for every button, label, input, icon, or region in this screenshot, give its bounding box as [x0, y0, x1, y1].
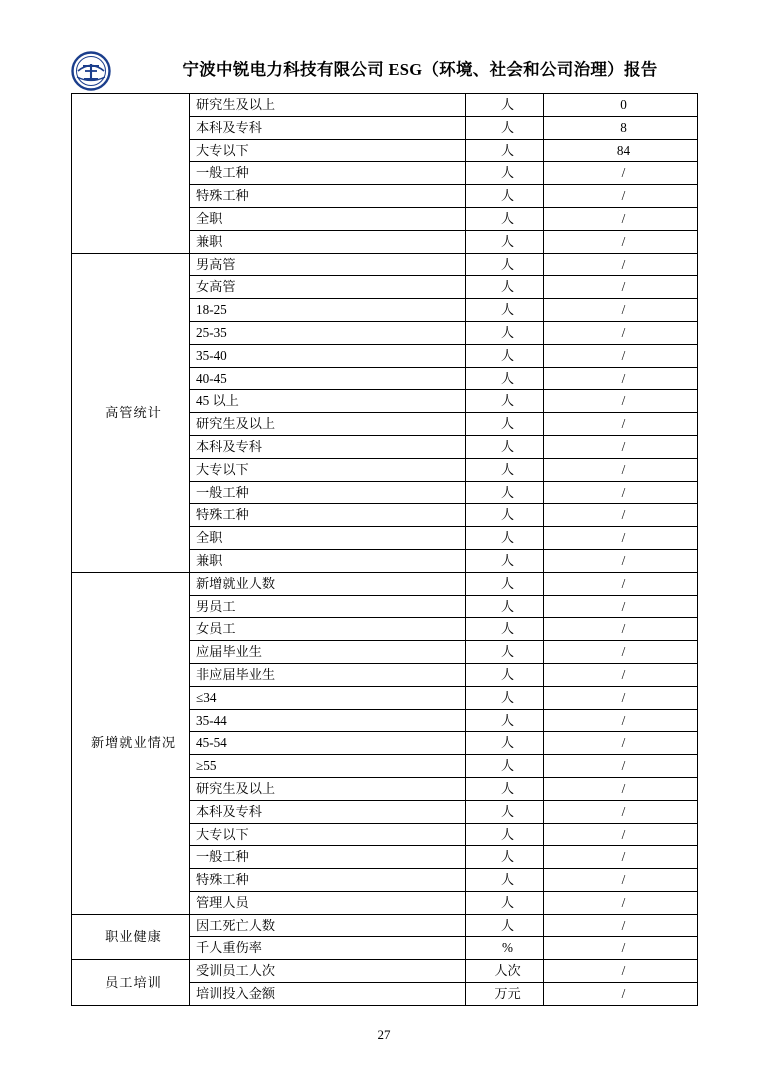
- unit-cell: 人: [466, 162, 544, 185]
- value-cell: /: [544, 891, 698, 914]
- value-cell: /: [544, 207, 698, 230]
- value-cell: /: [544, 321, 698, 344]
- employee-statistics-table: [71, 93, 697, 1006]
- value-cell: /: [544, 641, 698, 664]
- value-cell: 8: [544, 116, 698, 139]
- page-number: 27: [377, 1027, 391, 1042]
- value-cell: /: [544, 755, 698, 778]
- unit-cell: 人: [466, 139, 544, 162]
- item-cell: 一般工种: [190, 846, 466, 869]
- item-cell: 男员工: [190, 595, 466, 618]
- item-cell: 本科及专科: [190, 435, 466, 458]
- value-cell: /: [544, 572, 698, 595]
- value-cell: /: [544, 983, 698, 1006]
- value-cell: /: [544, 846, 698, 869]
- item-cell: 大专以下: [190, 823, 466, 846]
- item-cell: 全职: [190, 207, 466, 230]
- item-cell: 全职: [190, 527, 466, 550]
- table-body: [72, 94, 698, 1006]
- value-cell: 84: [544, 139, 698, 162]
- unit-cell: 人: [466, 891, 544, 914]
- unit-cell: 人: [466, 504, 544, 527]
- unit-cell: 人: [466, 755, 544, 778]
- unit-cell: 人: [466, 732, 544, 755]
- value-cell: 0: [544, 94, 698, 117]
- item-cell: 研究生及以上: [190, 413, 466, 436]
- table-row: [72, 94, 698, 117]
- item-cell: 本科及专科: [190, 116, 466, 139]
- unit-cell: 人次: [466, 960, 544, 983]
- value-cell: /: [544, 435, 698, 458]
- value-cell: /: [544, 869, 698, 892]
- value-cell: /: [544, 162, 698, 185]
- unit-cell: 人: [466, 777, 544, 800]
- value-cell: /: [544, 686, 698, 709]
- category-cell: 职业健康: [72, 914, 190, 960]
- unit-cell: 人: [466, 276, 544, 299]
- item-cell: 兼职: [190, 549, 466, 572]
- category-cell: 员工培训: [72, 960, 190, 1006]
- item-cell: ≤34: [190, 686, 466, 709]
- item-cell: 一般工种: [190, 162, 466, 185]
- page-header: [0, 48, 768, 94]
- value-cell: /: [544, 481, 698, 504]
- unit-cell: 人: [466, 572, 544, 595]
- item-cell: 特殊工种: [190, 869, 466, 892]
- page-footer: [0, 1027, 768, 1043]
- value-cell: /: [544, 276, 698, 299]
- item-cell: 45 以上: [190, 390, 466, 413]
- unit-cell: 人: [466, 185, 544, 208]
- unit-cell: 人: [466, 367, 544, 390]
- value-cell: /: [544, 344, 698, 367]
- item-cell: 受训员工人次: [190, 960, 466, 983]
- unit-cell: 人: [466, 869, 544, 892]
- unit-cell: %: [466, 937, 544, 960]
- item-cell: ≥55: [190, 755, 466, 778]
- item-cell: 特殊工种: [190, 504, 466, 527]
- unit-cell: 人: [466, 230, 544, 253]
- item-cell: 45-54: [190, 732, 466, 755]
- unit-cell: 人: [466, 663, 544, 686]
- item-cell: 本科及专科: [190, 800, 466, 823]
- table-row: [72, 253, 698, 276]
- item-cell: 新增就业人数: [190, 572, 466, 595]
- unit-cell: 人: [466, 253, 544, 276]
- unit-cell: 人: [466, 481, 544, 504]
- item-cell: 千人重伤率: [190, 937, 466, 960]
- value-cell: /: [544, 504, 698, 527]
- value-cell: /: [544, 823, 698, 846]
- company-logo-icon: [71, 51, 111, 91]
- item-cell: 特殊工种: [190, 185, 466, 208]
- category-cell: 高管统计: [72, 253, 190, 572]
- value-cell: /: [544, 777, 698, 800]
- value-cell: /: [544, 527, 698, 550]
- statistics-table: [71, 93, 698, 1006]
- item-cell: 非应届毕业生: [190, 663, 466, 686]
- item-cell: 35-44: [190, 709, 466, 732]
- value-cell: /: [544, 413, 698, 436]
- unit-cell: 人: [466, 914, 544, 937]
- unit-cell: 人: [466, 94, 544, 117]
- unit-cell: 人: [466, 846, 544, 869]
- unit-cell: 人: [466, 390, 544, 413]
- unit-cell: 人: [466, 641, 544, 664]
- unit-cell: 人: [466, 207, 544, 230]
- item-cell: 一般工种: [190, 481, 466, 504]
- item-cell: 研究生及以上: [190, 777, 466, 800]
- value-cell: /: [544, 390, 698, 413]
- table-row: [72, 914, 698, 937]
- item-cell: 大专以下: [190, 139, 466, 162]
- item-cell: 女员工: [190, 618, 466, 641]
- value-cell: /: [544, 299, 698, 322]
- unit-cell: 人: [466, 549, 544, 572]
- value-cell: /: [544, 618, 698, 641]
- unit-cell: 人: [466, 413, 544, 436]
- item-cell: 兼职: [190, 230, 466, 253]
- value-cell: /: [544, 549, 698, 572]
- value-cell: /: [544, 185, 698, 208]
- unit-cell: 人: [466, 458, 544, 481]
- unit-cell: 人: [466, 435, 544, 458]
- item-cell: 应届毕业生: [190, 641, 466, 664]
- value-cell: /: [544, 709, 698, 732]
- item-cell: 因工死亡人数: [190, 914, 466, 937]
- table-row: [72, 572, 698, 595]
- unit-cell: 万元: [466, 983, 544, 1006]
- item-cell: 25-35: [190, 321, 466, 344]
- value-cell: /: [544, 367, 698, 390]
- value-cell: /: [544, 937, 698, 960]
- value-cell: /: [544, 458, 698, 481]
- unit-cell: 人: [466, 299, 544, 322]
- value-cell: /: [544, 800, 698, 823]
- unit-cell: 人: [466, 595, 544, 618]
- unit-cell: 人: [466, 344, 544, 367]
- item-cell: 男高管: [190, 253, 466, 276]
- value-cell: /: [544, 732, 698, 755]
- item-cell: 研究生及以上: [190, 94, 466, 117]
- item-cell: 40-45: [190, 367, 466, 390]
- item-cell: 培训投入金额: [190, 983, 466, 1006]
- value-cell: /: [544, 253, 698, 276]
- item-cell: 18-25: [190, 299, 466, 322]
- value-cell: /: [544, 914, 698, 937]
- unit-cell: 人: [466, 686, 544, 709]
- category-cell: 新增就业情况: [72, 572, 190, 914]
- item-cell: 管理人员: [190, 891, 466, 914]
- table-row: [72, 960, 698, 983]
- unit-cell: 人: [466, 823, 544, 846]
- value-cell: /: [544, 230, 698, 253]
- unit-cell: 人: [466, 527, 544, 550]
- unit-cell: 人: [466, 116, 544, 139]
- unit-cell: 人: [466, 618, 544, 641]
- page-title: 宁波中锐电力科技有限公司 ESG（环境、社会和公司治理）报告: [182, 60, 658, 79]
- item-cell: 女高管: [190, 276, 466, 299]
- item-cell: 35-40: [190, 344, 466, 367]
- unit-cell: 人: [466, 800, 544, 823]
- category-cell: [72, 94, 190, 254]
- unit-cell: 人: [466, 321, 544, 344]
- value-cell: /: [544, 960, 698, 983]
- unit-cell: 人: [466, 709, 544, 732]
- item-cell: 大专以下: [190, 458, 466, 481]
- value-cell: /: [544, 595, 698, 618]
- value-cell: /: [544, 663, 698, 686]
